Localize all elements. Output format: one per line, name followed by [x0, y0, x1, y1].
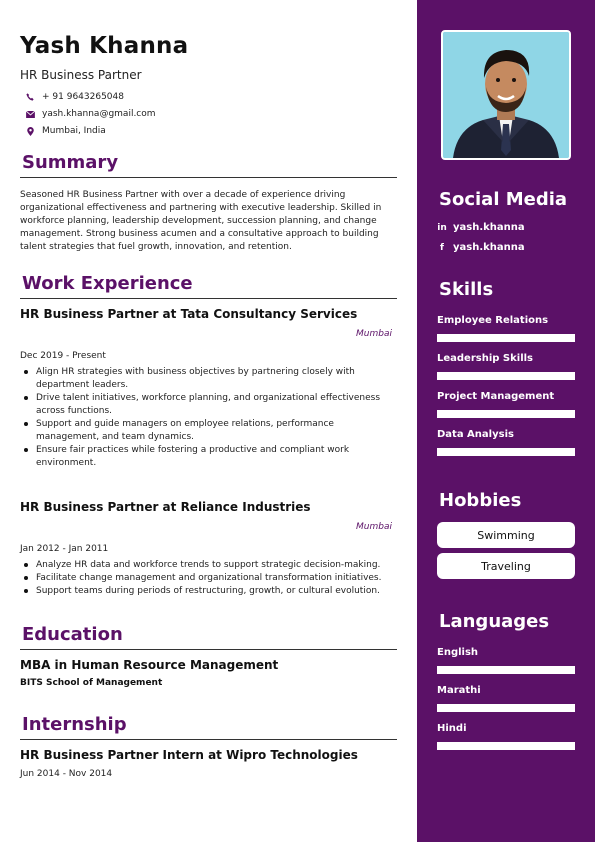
language-bar-fill [437, 704, 575, 712]
language-label: English [437, 647, 479, 658]
job-1-bullet: Drive talent initiatives, workforce planning, and organizational effectiveness across functions. [20, 392, 390, 418]
social-media-heading: Social Media [439, 189, 568, 210]
facebook-handle: yash.khanna [453, 242, 525, 253]
skill-label: Employee Relations [437, 315, 549, 326]
language-bar-fill [437, 666, 575, 674]
education-school: BITS School of Management [20, 678, 163, 688]
internship-dates: Jun 2014 - Nov 2014 [20, 769, 113, 779]
sidebar [417, 0, 595, 842]
candidate-name: Yash Khanna [20, 33, 189, 59]
contact-phone [24, 92, 124, 102]
language-bar [437, 704, 575, 712]
job-1-bullets [20, 366, 390, 470]
skills-heading: Skills [439, 279, 494, 300]
skill-bar-fill [437, 334, 575, 342]
language-label: Hindi [437, 723, 467, 734]
language-bar [437, 666, 575, 674]
location-text: Mumbai, India [42, 126, 106, 136]
contact-location [24, 126, 106, 136]
job-2-location: Mumbai [356, 522, 392, 532]
summary-heading: Summary [22, 152, 119, 173]
phone-icon [24, 93, 36, 101]
work-experience-heading: Work Experience [22, 273, 193, 294]
education-degree: MBA in Human Resource Management [20, 658, 279, 672]
profile-photo [441, 30, 571, 160]
summary-text: Seasoned HR Business Partner with over a decade of experience driving organizational effectiveness and partnering with executive leadership. Skilled in workforce planning, leadership development, succession planning, and change management. Strong business acumen and a consultative approach to building talent strategies that fuel growth, innovation, and retention. [20, 190, 382, 252]
education-heading: Education [22, 624, 123, 645]
job-2-bullets [20, 559, 390, 598]
social-facebook[interactable] [437, 242, 525, 253]
linkedin-icon: in [437, 222, 447, 233]
internship-divider [20, 739, 397, 740]
hobbies-heading: Hobbies [439, 490, 522, 511]
facebook-icon: f [440, 242, 444, 253]
job-1-dates: Dec 2019 - Present [20, 351, 106, 361]
email-icon [24, 111, 36, 118]
languages-heading: Languages [439, 611, 550, 632]
job-2-bullet: Support teams during periods of restructuring, growth, or cultural evolution. [20, 585, 390, 598]
skill-bar [437, 410, 575, 418]
skill-bar [437, 448, 575, 456]
candidate-title: HR Business Partner [20, 68, 142, 82]
language-bar [437, 742, 575, 750]
internship-heading: Internship [22, 714, 127, 735]
hobby-chip: Swimming [437, 522, 575, 548]
job-1-bullet: Ensure fair practices while fostering a productive and compliant work environment. [20, 444, 390, 470]
skill-label: Leadership Skills [437, 353, 534, 364]
job-2-dates: Jan 2012 - Jan 2011 [20, 544, 109, 554]
hobby-chip: Traveling [437, 553, 575, 579]
job-2-heading: HR Business Partner at Reliance Industries [20, 500, 311, 514]
education-divider [20, 649, 397, 650]
skill-bar-fill [437, 410, 575, 418]
job-1-bullet: Support and guide managers on employee relations, performance management, and team dynamics. [20, 418, 390, 444]
phone-text: + 91 9643265048 [42, 92, 124, 102]
skill-label: Data Analysis [437, 429, 514, 440]
skill-bar-fill [437, 372, 575, 380]
job-1-bullet: Align HR strategies with business objectives by partnering closely with department leaders. [20, 366, 390, 392]
job-2-bullet: Analyze HR data and workforce trends to support strategic decision-making. [20, 559, 390, 572]
skill-label: Project Management [437, 391, 555, 402]
internship-heading-role: HR Business Partner Intern at Wipro Technologies [20, 748, 358, 762]
skill-bar-fill [437, 448, 575, 456]
language-bar-fill [437, 742, 575, 750]
job-1-heading: HR Business Partner at Tata Consultancy Services [20, 307, 358, 321]
linkedin-handle: yash.khanna [453, 222, 525, 233]
email-text[interactable]: yash.khanna@gmail.com [42, 109, 156, 119]
job-2-bullet: Facilitate change management and organizational transformation initiatives. [20, 572, 390, 585]
work-experience-divider [20, 298, 397, 299]
skill-bar [437, 334, 575, 342]
contact-email [24, 109, 156, 119]
location-pin-icon [24, 127, 36, 136]
job-1-location: Mumbai [356, 329, 392, 339]
skill-bar [437, 372, 575, 380]
summary-divider [20, 177, 397, 178]
social-linkedin[interactable] [437, 222, 525, 233]
language-label: Marathi [437, 685, 481, 696]
